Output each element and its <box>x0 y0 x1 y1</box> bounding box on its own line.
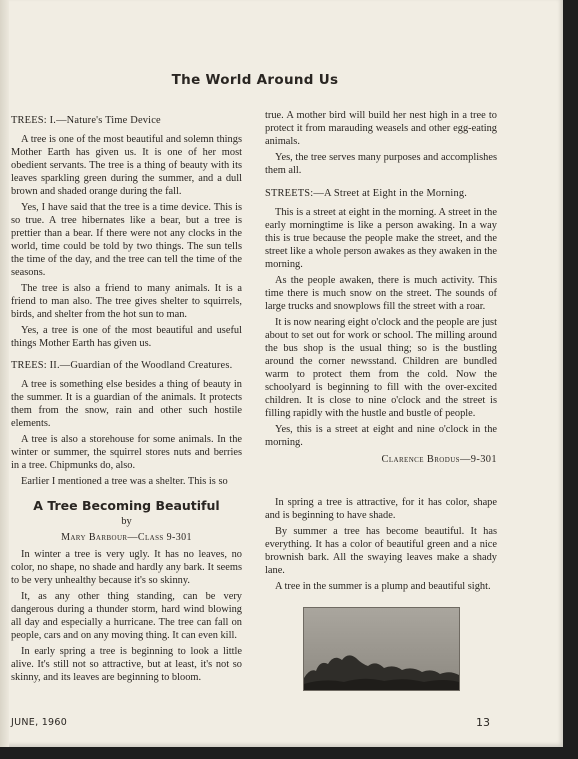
paragraph: true. A mother bird will build her nest high in a tree to protect it from marauding weasels and other egg-eating animals. <box>265 110 497 147</box>
paragraph: Yes, I have said that the tree is a time device. This is so true. A tree hibernates like a bear, but a tree is prettier than a bear. If there were not any clocks in the world, time could be told by two things. The sun tells the time of the day, and the tree can tell the time of the seasons. <box>11 202 242 278</box>
book-edge-right <box>563 0 578 759</box>
tree-photo-image <box>304 608 459 690</box>
article-by: by <box>121 516 132 527</box>
tree-photograph <box>303 607 460 691</box>
book-edge-bottom <box>0 747 578 759</box>
paragraph: It, as any other thing standing, can be very dangerous during a thunder storm, hard wind blowing all day and especially a hurricane. The tree can fall on people, cars and on any moving thing. It can even kill. <box>11 591 242 641</box>
paragraph: A tree is also a storehouse for some animals. In the winter or summer, the squirrel stores nuts and berries in a tree. Chipmunks do, also. <box>11 434 242 471</box>
issue-date: JUNE, 1960 <box>11 717 68 728</box>
article-column-right <box>265 496 497 596</box>
paragraph: This is a street at eight in the morning. A street in the early morningtime is like a person awaking. In a way this is true because the people make the street, and the street like a whole person awakes as they awaken in the morning. <box>265 207 497 270</box>
page-number: 13 <box>476 716 490 729</box>
page-binding <box>0 0 9 747</box>
trees-1-heading: TREES: I.—Nature's Time Device <box>11 115 161 126</box>
article-column-left <box>11 548 242 687</box>
trees-2-heading: TREES: II.—Guardian of the Woodland Creatures. <box>11 360 233 371</box>
paragraph: A tree is something else besides a thing of beauty in the summer. It is a guardian of the animals. It protects them from the snow, rain and other such hostile elements. <box>11 379 242 429</box>
article-author: Mary Barbour—Class 9-301 <box>61 532 192 543</box>
paragraph: A tree in the summer is a plump and beautiful sight. <box>275 581 491 592</box>
paragraph: The tree is also a friend to many animals. It is a friend to man also. The tree gives shelter to squirrels, birds, and shelter from the hot sun to man. <box>11 283 242 320</box>
paragraph: Yes, this is a street at eight and nine o'clock in the morning. <box>265 424 497 448</box>
paragraph: Earlier I mentioned a tree was a shelter. This is so <box>21 476 228 487</box>
paragraph: Yes, the tree serves many purposes and accomplishes them all. <box>265 152 497 176</box>
paragraph: Yes, a tree is one of the most beautiful and useful things Mother Earth has given us. <box>11 325 242 349</box>
article-title: A Tree Becoming Beautiful <box>33 498 220 513</box>
streets-heading: STREETS:—A Street at Eight in the Morning. <box>265 188 468 199</box>
paragraph: In spring a tree is attractive, for it has color, shape and is beginning to have shade. <box>265 497 497 521</box>
paragraph: A tree is one of the most beautiful and solemn things Mother Earth has given us. It is one of her most obedient servants. The tree is a thing of beauty with its leaves sparkling green during the summer, and a dull brown and shaded orange during the fall. <box>11 134 242 197</box>
paragraph: In winter a tree is very ugly. It has no leaves, no color, no shape, no shade and hardly any bark. It seems to be very unhealthy because it's so skinny. <box>11 549 242 586</box>
paragraph: In early spring a tree is beginning to look a little alive. It's still not so attractive, but at least, it's not so skinny, and its leaves are beginning to bloom. <box>11 646 242 683</box>
paragraph: It is now nearing eight o'clock and the people are just about to set out for work or school. The milling around the bus shop is the usual thing; so is the bustling around the corner newsstand. Children are bundled warm to protect them from the cold. Now the schoolyard is beginning to fill with the over-excited children. It is close to nine o'clock and the street is filling rapidly with the hustle and bustle of people. <box>265 317 497 419</box>
page-title: The World Around Us <box>171 72 339 88</box>
streets-byline: Clarence Brodus—9-301 <box>381 454 497 465</box>
trees-essay-column <box>11 109 242 491</box>
paragraph: By summer a tree has become beautiful. It has everything. It has a color of beautiful green and a nice brownish bark. All the swaying leaves make a shady lane. <box>265 526 497 576</box>
streets-essay-column <box>265 109 497 469</box>
paragraph: As the people awaken, there is much activity. This time there is much snow on the street. The sounds of large trucks and snowplows fill the street with a roar. <box>265 275 497 312</box>
